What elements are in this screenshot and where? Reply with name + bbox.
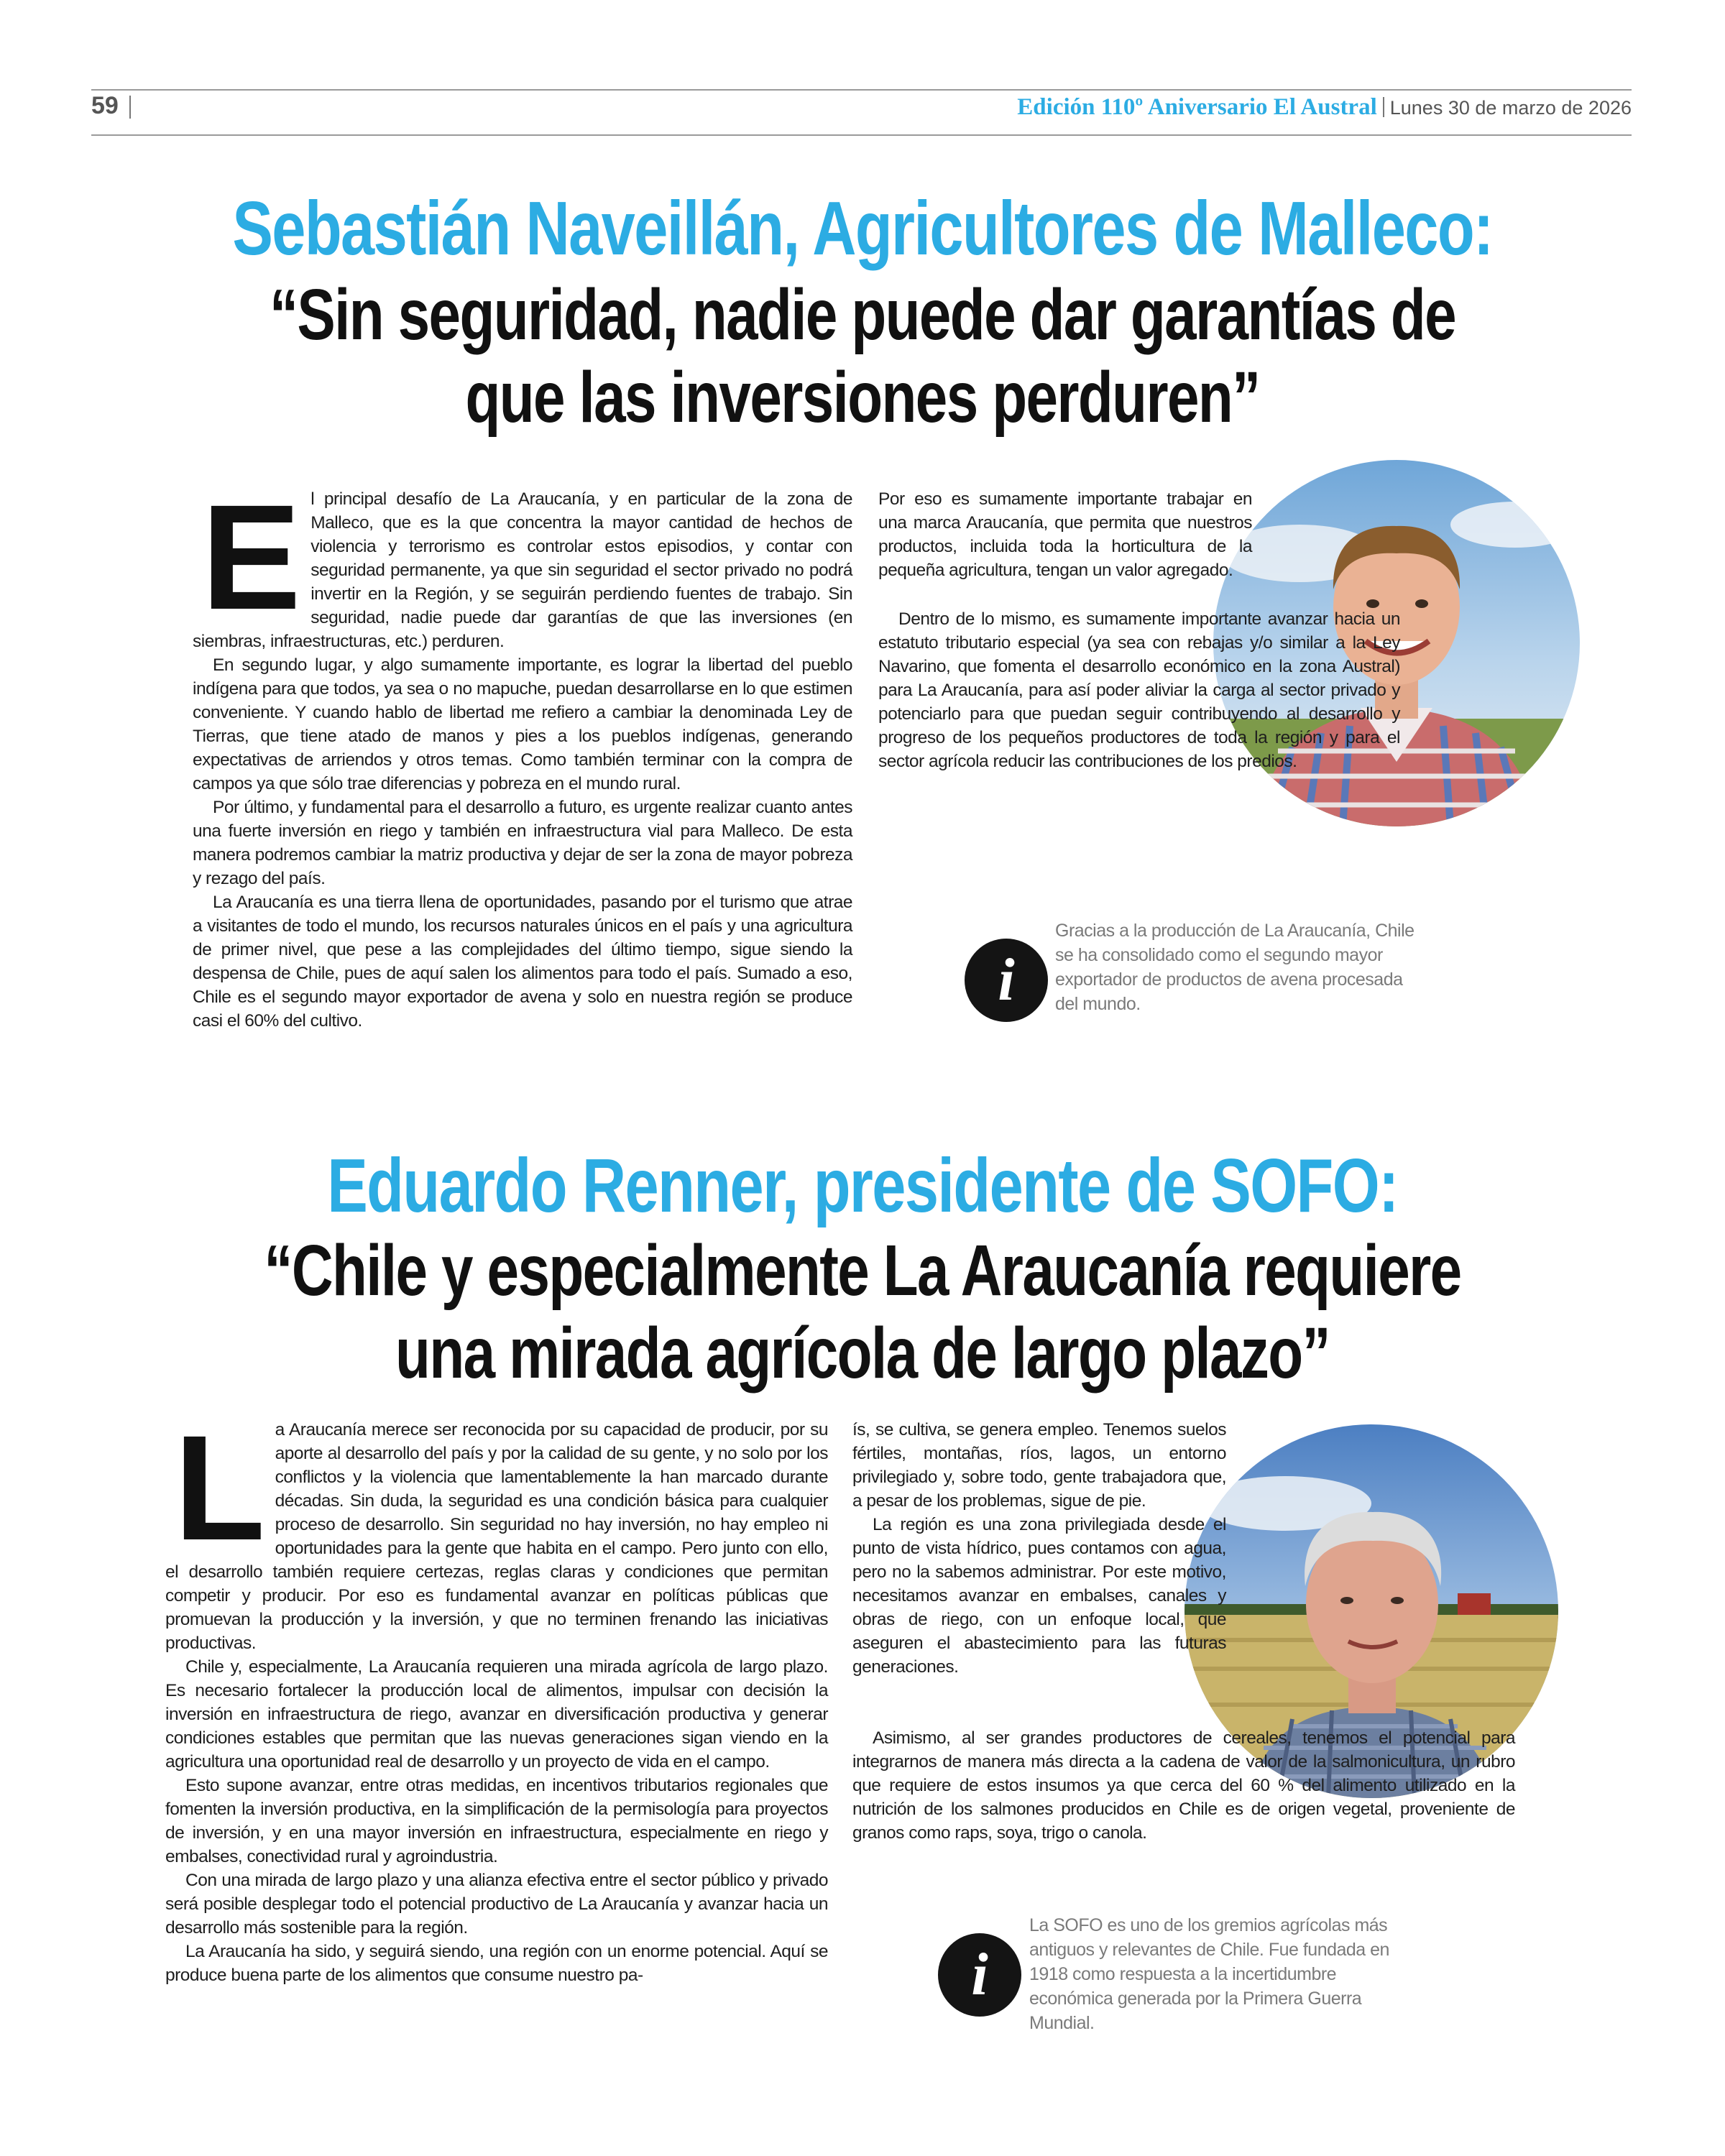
header-edition-info bbox=[1017, 94, 1632, 121]
article1-headline-line2: que las inversiones perduren” bbox=[465, 357, 1260, 438]
article1-kicker: Sebastián Naveillán, Agricultores de Malleco: bbox=[232, 186, 1493, 271]
article1-col2-paragraph-2: Dentro de lo mismo, es sumamente importante avanzar hacia un estatuto tributario especial (ya sea con rebajas y/o similar a la Ley Navarino, que fomenta el desarrollo económico en la zona Austral) para La Araucanía, para así poder aliviar la carga al sector privado y potenciarlo para que puedan seguir contribuyendo al desarrollo y progreso de los pequeños productores de toda la región y para el sector agrícola reducir las contribuciones de los predios. bbox=[878, 609, 1400, 771]
header-top-rule bbox=[91, 89, 1632, 91]
article2-column1 bbox=[165, 1405, 828, 1987]
header-divider bbox=[1383, 97, 1384, 117]
article2-column2-upper bbox=[852, 1418, 1226, 1679]
article2-col2-paragraph-1: ís, se cultiva, se genera empleo. Tenemos suelos fértiles, montañas, ríos, lagos, un entorno privilegiado y, sobre todo, gente trabajadora que, a pesar de los problemas, sigue de pie. bbox=[852, 1420, 1226, 1511]
article2-paragraph-3: Esto supone avanzar, entre otras medidas, en incentivos tributarios regionales que fomenten la inversión productiva, en la simplificación de la permisología para proyectos de inversión, y en una mayor inversión en infraestructura, especialmente en riego y embalses, conectividad rural y agroindustria. bbox=[165, 1776, 828, 1866]
article2-paragraph-2: Chile y, especialmente, La Araucanía requieren una mirada agrícola de largo plazo. Es necesario fortalecer la producción local de alimentos, impulsar con decisión la inversión en infraestructura de riego, avanzar en diversificación productiva y generar condiciones estables que permitan que las nuevas generaciones sigan viendo en la agricultura una oportunidad real de desarrollo y un proyecto de vida en el campo. bbox=[165, 1657, 828, 1772]
article2-paragraph-4: Con una mirada de largo plazo y una alianza efectiva entre el sector público y privado será posible desplegar todo el potencial productivo de La Araucanía y avanzar hacia un desarrollo más sostenible para la región. bbox=[165, 1871, 828, 1938]
article2-paragraph-5: La Araucanía ha sido, y seguirá siendo, una región con un enorme potencial. Aquí se produce buena parte de los alimentos que consume nuestro pa- bbox=[165, 1942, 828, 1985]
article1-paragraph-3: Por último, y fundamental para el desarrollo a futuro, es urgente realizar cuanto antes una fuerte inversión en riego y también en infraestructura vial para Malleco. De esta manera podremos cambiar la matriz productiva y dejar de ser la zona de mayor pobreza y rezago del país. bbox=[193, 798, 852, 888]
article2-col2-paragraph-2: La región es una zona privilegiada desde el punto de vista hídrico, pues contamos con agua, pero no la sabemos administrar. Por este motivo, necesitamos avanzar en embalses, canales y obras de riego, con un enfoque local, que aseguren el abastecimiento para las futuras generaciones. bbox=[852, 1515, 1226, 1677]
article1-col2-paragraph-1: Por eso es sumamente importante trabajar en una marca Araucanía, que permita que nuestros productos, incluida toda la horticultura de la pequeña agricultura, tengan un valor agregado. bbox=[878, 489, 1252, 580]
page-number-divider bbox=[129, 96, 131, 119]
info-icon: i bbox=[965, 939, 1048, 1022]
article1-column2-lower bbox=[878, 607, 1400, 773]
edition-title: Edición 110º Aniversario El Austral bbox=[1017, 94, 1377, 120]
article1-paragraph-1: El principal desafío de La Araucanía, y en particular de la zona de Malleco, que es la que concentra la mayor cantidad de hechos de violencia y terrorismo es controlar estos episodios, y contar con seguridad permanente, ya que sin seguridad el sector privado no podrá invertir en la Región, y se seguirán perdiendo fuentes de trabajo. Sin seguridad, nadie puede dar garantías de que las inversiones (en siembras, infraestructuras, etc.) perduren. bbox=[193, 474, 852, 651]
header-bottom-rule bbox=[91, 134, 1632, 136]
article2-headline-line2: una mirada agrícola de largo plazo” bbox=[395, 1313, 1330, 1393]
info-icon: i bbox=[938, 1933, 1021, 2017]
article1-drop-cap: E bbox=[201, 474, 301, 641]
article1-paragraph-2: En segundo lugar, y algo sumamente importante, es lograr la libertad del pueblo indígena para que todos, ya sea o no mapuche, puedan desarrollarse en lo que estimen conveniente. Y cuando hablo de libertad me refiero a cambiar la denominada Ley de Tierras, que tiene atado de manos y pies a los pueblos indígenas, generando expectativas de arriendos y otros temas. Como también terminar con la compra de campos ya que sólo trae diferencias y pobreza en el mundo rural. bbox=[193, 655, 852, 793]
edition-date: Lunes 30 de marzo de 2026 bbox=[1389, 97, 1632, 119]
article1-column2-upper bbox=[878, 487, 1252, 582]
article2-headline-line1: “Chile y especialmente La Araucanía requiere bbox=[264, 1230, 1461, 1311]
article1-column1 bbox=[193, 474, 852, 1033]
article2-column2-lower bbox=[852, 1726, 1515, 1845]
article2-col2-paragraph-3: Asimismo, al ser grandes productores de cereales, tenemos el potencial para integrarnos de manera más directa a la cadena de valor de la salmonicultura, un rubro que requiere de estos insumos ya que cerca del 60 % del alimento utilizado en la nutrición de los salmones producidos en Chile es de origen vegetal, proveniente de granos como raps, soya, trigo o canola. bbox=[852, 1728, 1515, 1843]
article2-drop-cap: L bbox=[174, 1405, 265, 1572]
page-number: 59 bbox=[91, 92, 119, 119]
article1-paragraph-4: La Araucanía es una tierra llena de oportunidades, pasando por el turismo que atrae a visitantes de todo el mundo, los recursos naturales únicos en el país y una agricultura de primer nivel, que pese a las complejidades del último tiempo, sigue siendo la despensa de Chile, pues de aquí salen los alimentos para todo el país. Sumado a eso, Chile es el segundo mayor exportador de avena y solo en nuestra región se produce casi el 60% del cultivo. bbox=[193, 893, 852, 1031]
article2-info-text: La SOFO es uno de los gremios agrícolas más antiguos y relevantes de Chile. Fue fundada en 1918 como respuesta a la incertidumbre económica generada por la Primera Guerra Mundial. bbox=[1029, 1915, 1389, 2033]
article1-headline-line1: “Sin seguridad, nadie puede dar garantías de bbox=[269, 275, 1456, 355]
article1-info-text: Gracias a la producción de La Araucanía, Chile se ha consolidado como el segundo mayor exportador de productos de avena procesada del mundo. bbox=[1055, 921, 1414, 1014]
article2-kicker: Eduardo Renner, presidente de SOFO: bbox=[327, 1143, 1398, 1228]
article2-paragraph-1: La Araucanía merece ser reconocida por su capacidad de producir, por su aporte al desarrollo del país y por la calidad de su gente, y no solo por los conflictos y la violencia que lamentablemente la han marcado durante décadas. Sin duda, la seguridad es una condición básica para cualquier proceso de desarrollo. Sin seguridad no hay inversión, no hay empleo ni oportunidades para la gente que habita en el campo. Pero junto con ello, el desarrollo también requiere certezas, reglas claras y condiciones que permitan competir y producir. Por eso es fundamental avanzar en políticas públicas que promuevan la producción y la inversión, y que no terminen frenando las iniciativas productivas. bbox=[165, 1405, 828, 1653]
